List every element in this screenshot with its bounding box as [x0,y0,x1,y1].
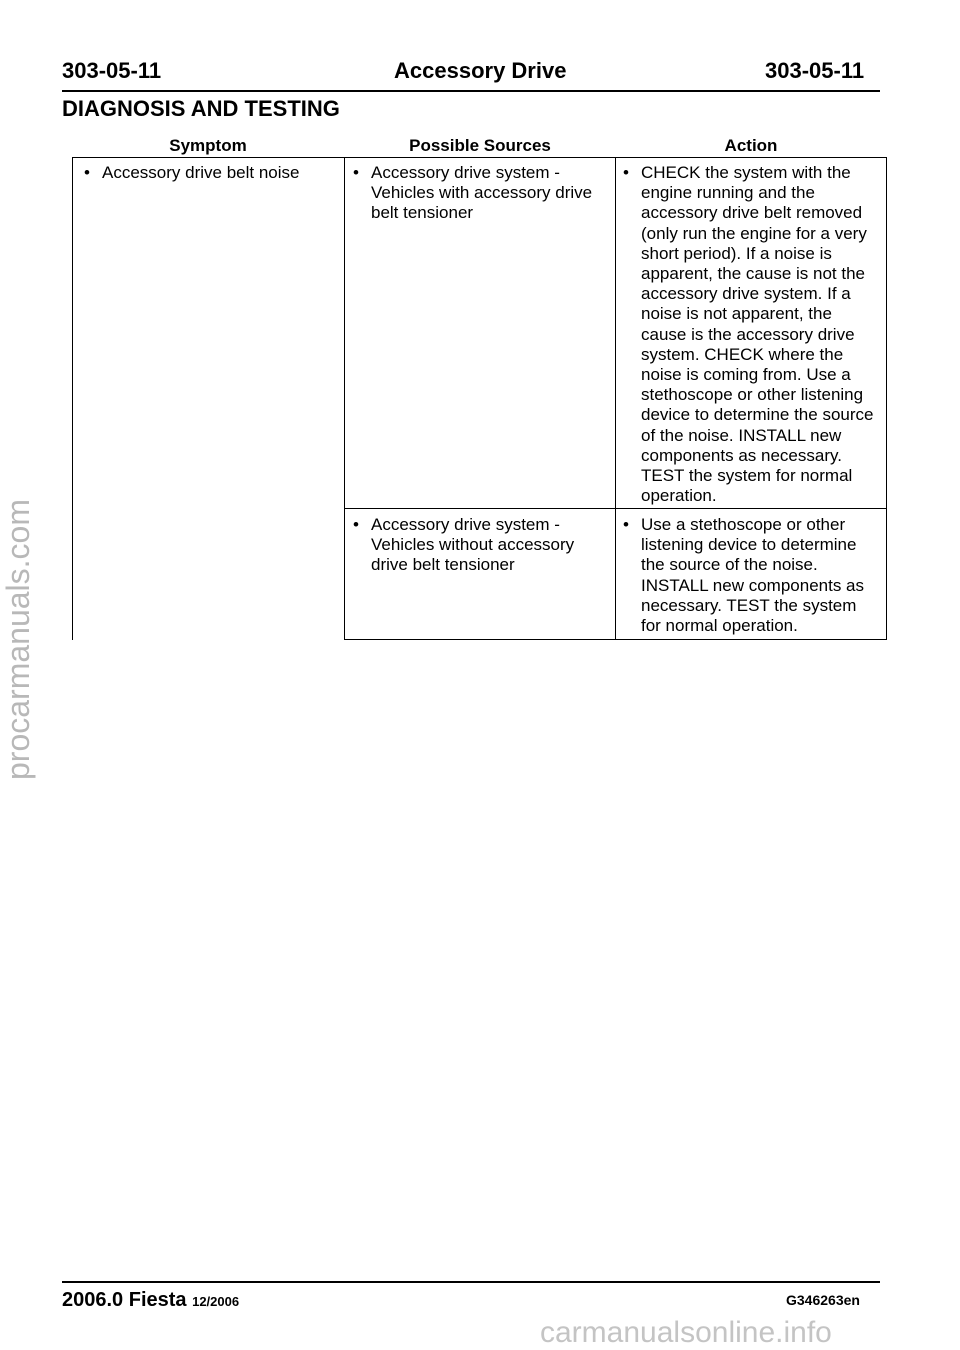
footer-document-code: G346263en [786,1292,860,1308]
footer-model [62,1289,239,1312]
source-text: Accessory drive system - Vehicles with accessory drive belt tensioner [371,163,593,223]
row-divider [344,508,887,509]
diagnosis-table [72,157,887,640]
footer-model-name: 2006.0 Fiesta [62,1289,187,1311]
action-text: Use a stethoscope or other listening device to determine the source of the noise. INSTALL new components as necessary. TEST the system for normal operation. [641,515,865,636]
side-watermark: procarmanuals.com [0,499,36,780]
table-divider-1 [344,157,345,640]
bullet: • [84,163,90,182]
header-rule [62,90,880,92]
action-cell [623,163,885,506]
action-cell [623,515,885,636]
bottom-watermark: carmanualsonline.info [540,1316,832,1349]
symptom-cell [84,163,339,183]
header-title: Accessory Drive [394,58,567,83]
table-border-left [72,157,73,640]
table-border-bottom [344,639,887,640]
symptom-text: Accessory drive belt noise [102,163,300,182]
bullet: • [353,515,359,534]
bullet: • [623,515,629,534]
column-header-action: Action [724,136,778,155]
bullet: • [353,163,359,182]
section-heading: DIAGNOSIS AND TESTING [62,96,340,121]
column-header-possible-sources: Possible Sources [409,136,551,155]
header-section-code-right: 303-05-11 [765,58,865,83]
source-text: Accessory drive system - Vehicles without accessory drive belt tensioner [371,515,575,575]
footer-rule [62,1281,880,1283]
header-section-code-left: 303-05-11 [62,58,162,83]
column-header-symptom: Symptom [169,136,247,155]
table-divider-2 [615,157,616,640]
table-border-right [886,157,887,640]
action-text: CHECK the system with the engine running and the accessory drive belt removed (only run the engine for a very short period). If a noise is apparent, the cause is not the accessory drive system. If a noise is not apparent, the cause is the accessory drive system. CHECK where the noise is coming from. Use a stethoscope or other listening device to determine the source of the noise. INSTALL new components as necessary. TEST the system for normal operation. [641,163,874,506]
source-cell [353,515,611,576]
table-border-top [72,157,887,158]
footer-date: 12/2006 [192,1294,240,1309]
source-cell [353,163,611,224]
bullet: • [623,163,629,182]
